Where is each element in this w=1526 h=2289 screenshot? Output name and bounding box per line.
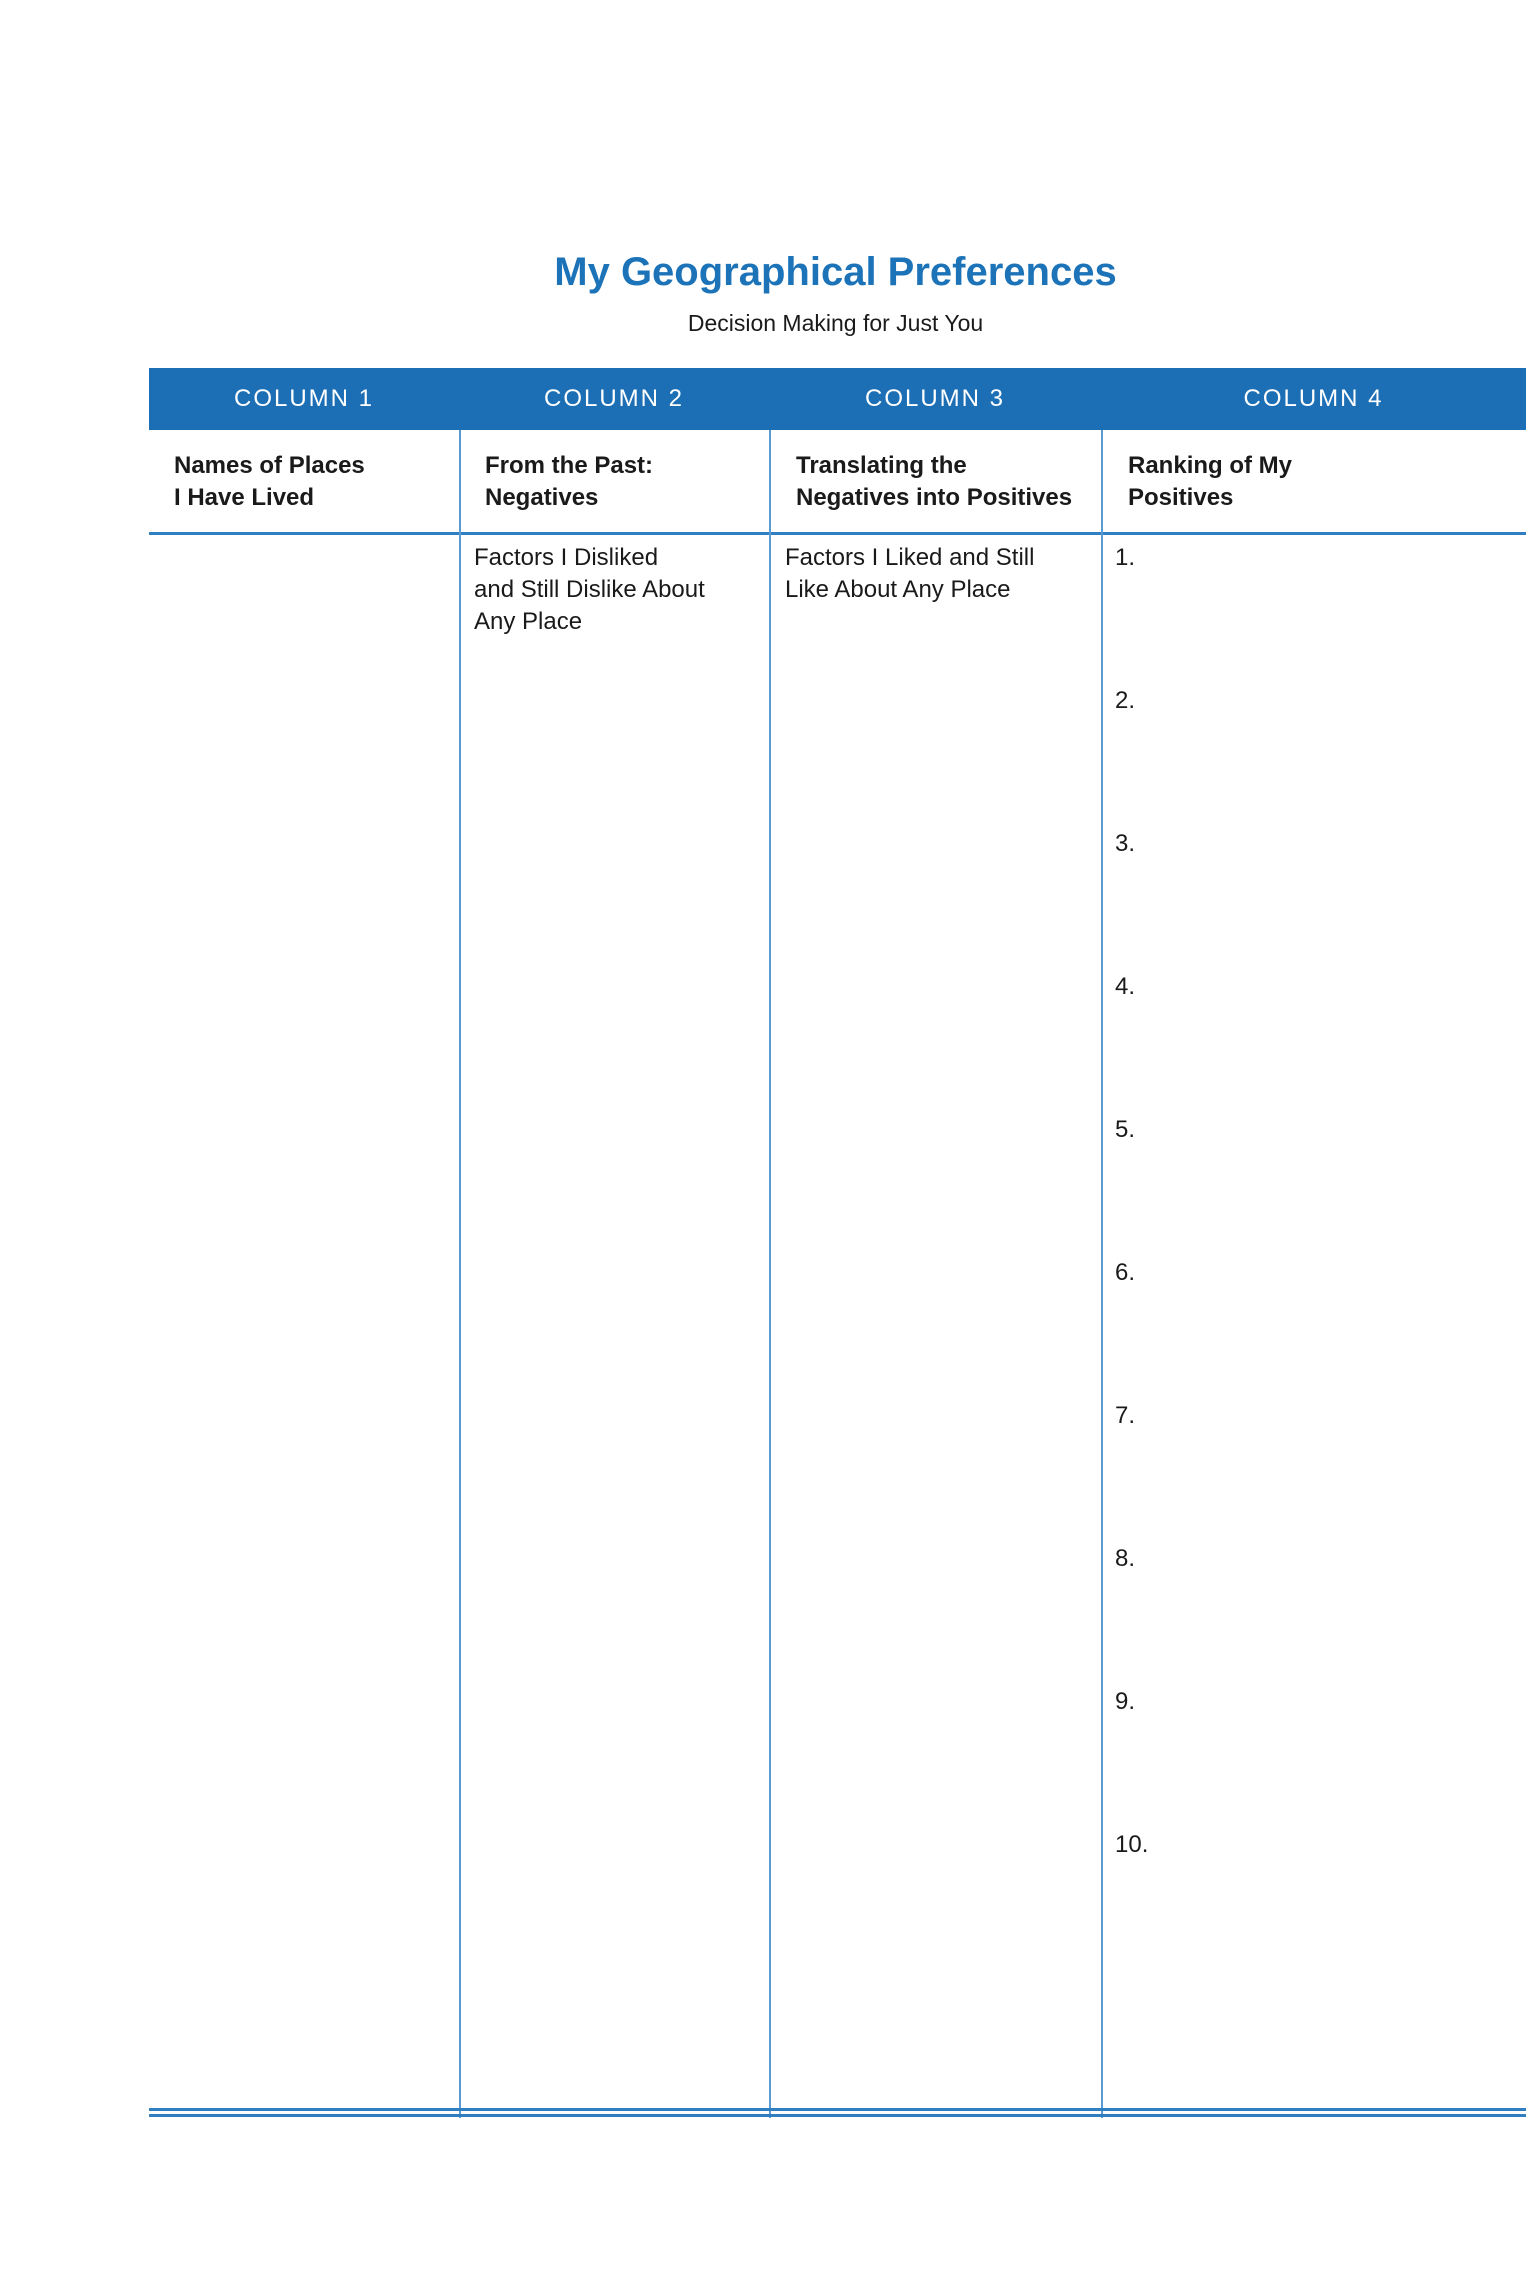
ranking-number: 6. xyxy=(1115,1259,1136,1286)
column-2-note-line: and Still Dislike About xyxy=(474,576,705,603)
ranking-number: 2. xyxy=(1115,687,1136,714)
column-2-note-line: Any Place xyxy=(474,608,583,635)
column-1-header: COLUMN 1 xyxy=(233,385,375,412)
ranking-item-1[interactable] xyxy=(1115,542,1148,685)
column-4-subheader xyxy=(1128,450,1292,514)
ranking-item-10[interactable] xyxy=(1115,1829,1148,1972)
column-3-subheader-line-2: Negatives into Positives xyxy=(796,484,1073,511)
ranking-item-5[interactable] xyxy=(1115,1114,1148,1257)
column-divider-1 xyxy=(459,430,461,2118)
column-4-subheader-line-1: Ranking of My xyxy=(1128,452,1293,479)
column-1-subheader-line-2: I Have Lived xyxy=(174,484,315,511)
column-3-note xyxy=(785,542,1034,606)
column-divider-2 xyxy=(769,430,771,2118)
column-2-subheader-line-2: Negatives xyxy=(485,484,599,511)
column-2-subheader xyxy=(485,450,653,514)
column-4-header: COLUMN 4 xyxy=(1243,385,1384,412)
column-3-subheader xyxy=(796,450,1072,514)
column-2-header: COLUMN 2 xyxy=(543,385,685,412)
ranking-number: 7. xyxy=(1115,1402,1136,1429)
column-divider-3 xyxy=(1101,430,1103,2118)
ranking-item-6[interactable] xyxy=(1115,1257,1148,1400)
column-1-subheader-line-1: Names of Places xyxy=(174,452,365,479)
ranking-number: 3. xyxy=(1115,830,1136,857)
column-3-subheader-line-1: Translating the xyxy=(796,452,967,479)
ranking-item-7[interactable] xyxy=(1115,1400,1148,1543)
column-3-header: COLUMN 3 xyxy=(864,385,1006,412)
column-2-note xyxy=(474,542,705,638)
column-3-note-line: Factors I Liked and Still xyxy=(785,544,1035,571)
bottom-rule-lower xyxy=(149,2114,1526,2117)
ranking-number: 8. xyxy=(1115,1545,1136,1572)
ranking-item-2[interactable] xyxy=(1115,685,1148,828)
column-1-subheader xyxy=(174,450,365,514)
ranking-item-9[interactable] xyxy=(1115,1686,1148,1829)
ranking-number: 9. xyxy=(1115,1688,1136,1715)
bottom-rule-upper xyxy=(149,2108,1526,2111)
column-2-note-line: Factors I Disliked xyxy=(474,544,659,571)
ranking-item-3[interactable] xyxy=(1115,828,1148,971)
ranking-list xyxy=(1115,542,1148,1972)
header-divider xyxy=(149,532,1526,535)
ranking-item-4[interactable] xyxy=(1115,971,1148,1114)
preferences-table xyxy=(149,368,1526,2113)
ranking-item-8[interactable] xyxy=(1115,1543,1148,1686)
column-4-subheader-line-2: Positives xyxy=(1128,484,1234,511)
column-2-subheader-line-1: From the Past: xyxy=(485,452,654,479)
ranking-number: 5. xyxy=(1115,1116,1136,1143)
ranking-number: 1. xyxy=(1115,544,1136,571)
page-title: My Geographical Preferences xyxy=(554,250,1117,294)
column-3-note-line: Like About Any Place xyxy=(785,576,1011,603)
ranking-number: 10. xyxy=(1115,1831,1149,1858)
ranking-number: 4. xyxy=(1115,973,1136,1000)
page-subtitle: Decision Making for Just You xyxy=(687,310,984,336)
